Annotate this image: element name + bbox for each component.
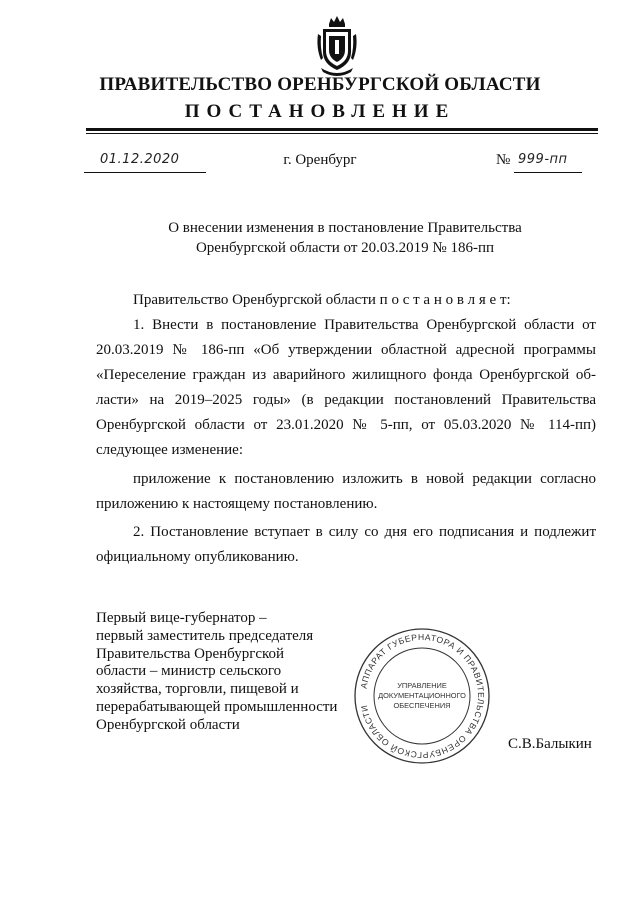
paragraph-line: 1. Внести в постановление Правительства Оренбургской области от xyxy=(133,317,596,333)
subject-line: Оренбургской области от 20.03.2019 № 186-пп xyxy=(195,240,495,256)
paragraph-line: приложению к настоящему постановлению. xyxy=(96,496,378,512)
date-underline xyxy=(84,172,206,173)
position-line: первый заместитель председателя xyxy=(96,627,314,644)
subject-line: О внесении изменения в постановление Правительства xyxy=(168,220,522,236)
position-line: Первый вице-губернатор – xyxy=(96,610,267,626)
position-line: области – министр сельского xyxy=(96,663,282,680)
document-city: г. Оренбург xyxy=(283,152,357,168)
number-underline xyxy=(514,172,582,173)
organization-title: ПРАВИТЕЛЬСТВО ОРЕНБУРГСКОЙ ОБЛАСТИ xyxy=(99,74,541,95)
signatory-name: С.В.Балыкин xyxy=(508,736,592,752)
document-subject xyxy=(0,218,640,258)
position-line: Оренбургской области xyxy=(96,716,240,733)
paragraph-line: официальному опубликованию. xyxy=(96,549,299,565)
official-stamp xyxy=(352,626,492,766)
position-line: хозяйства, торговли, пищевой и xyxy=(96,681,299,698)
paragraph-line: приложение к постановлению изложить в новой редакции согласно xyxy=(133,471,596,487)
paragraph-line: «Переселение граждан из аварийного жилищного фонда Оренбургской об- xyxy=(96,367,596,383)
stamp-center-text: ДОКУМЕНТАЦИОННОГО xyxy=(378,691,466,700)
position-line: перерабатывающей промышленности xyxy=(96,698,338,715)
header-rule-thin xyxy=(86,133,598,134)
document-date: 01.12.2020 xyxy=(100,152,180,167)
intro-line: Правительство Оренбургской области п о с т а н о в л я е т: xyxy=(133,292,511,308)
header-rule-thick xyxy=(86,128,598,131)
document-number: 999-пп xyxy=(518,152,568,167)
stamp-center-text: ОБЕСПЕЧЕНИЯ xyxy=(393,701,451,710)
document-type: ПОСТАНОВЛЕНИЕ xyxy=(184,101,456,122)
stamp-ring-text: АППАРАТ ГУБЕРНАТОРА И ПРАВИТЕЛЬСТВА ОРЕНБУРГСКОЙ ОБЛАСТИ xyxy=(358,631,487,761)
coat-of-arms-icon xyxy=(315,14,359,78)
paragraph-line: 2. Постановление вступает в силу со дня его подписания и подлежит xyxy=(133,524,596,540)
stamp-center-text: УПРАВЛЕНИЕ xyxy=(397,681,447,690)
paragraph-line: 20.03.2019 № 186-пп «Об утверждении областной адресной программы xyxy=(96,342,596,358)
number-label: № xyxy=(496,152,511,168)
position-line: Правительства Оренбургской xyxy=(96,645,285,662)
paragraph-line: следующее изменение: xyxy=(96,442,244,458)
signatory-position xyxy=(96,610,346,735)
paragraph-line: Оренбургской области от 23.01.2020 № 5-пп, от 05.03.2020 № 114-пп) xyxy=(96,417,596,433)
paragraph-line: ласти» на 2019–2025 годы» (в редакции постановлений Правительства xyxy=(96,392,596,408)
